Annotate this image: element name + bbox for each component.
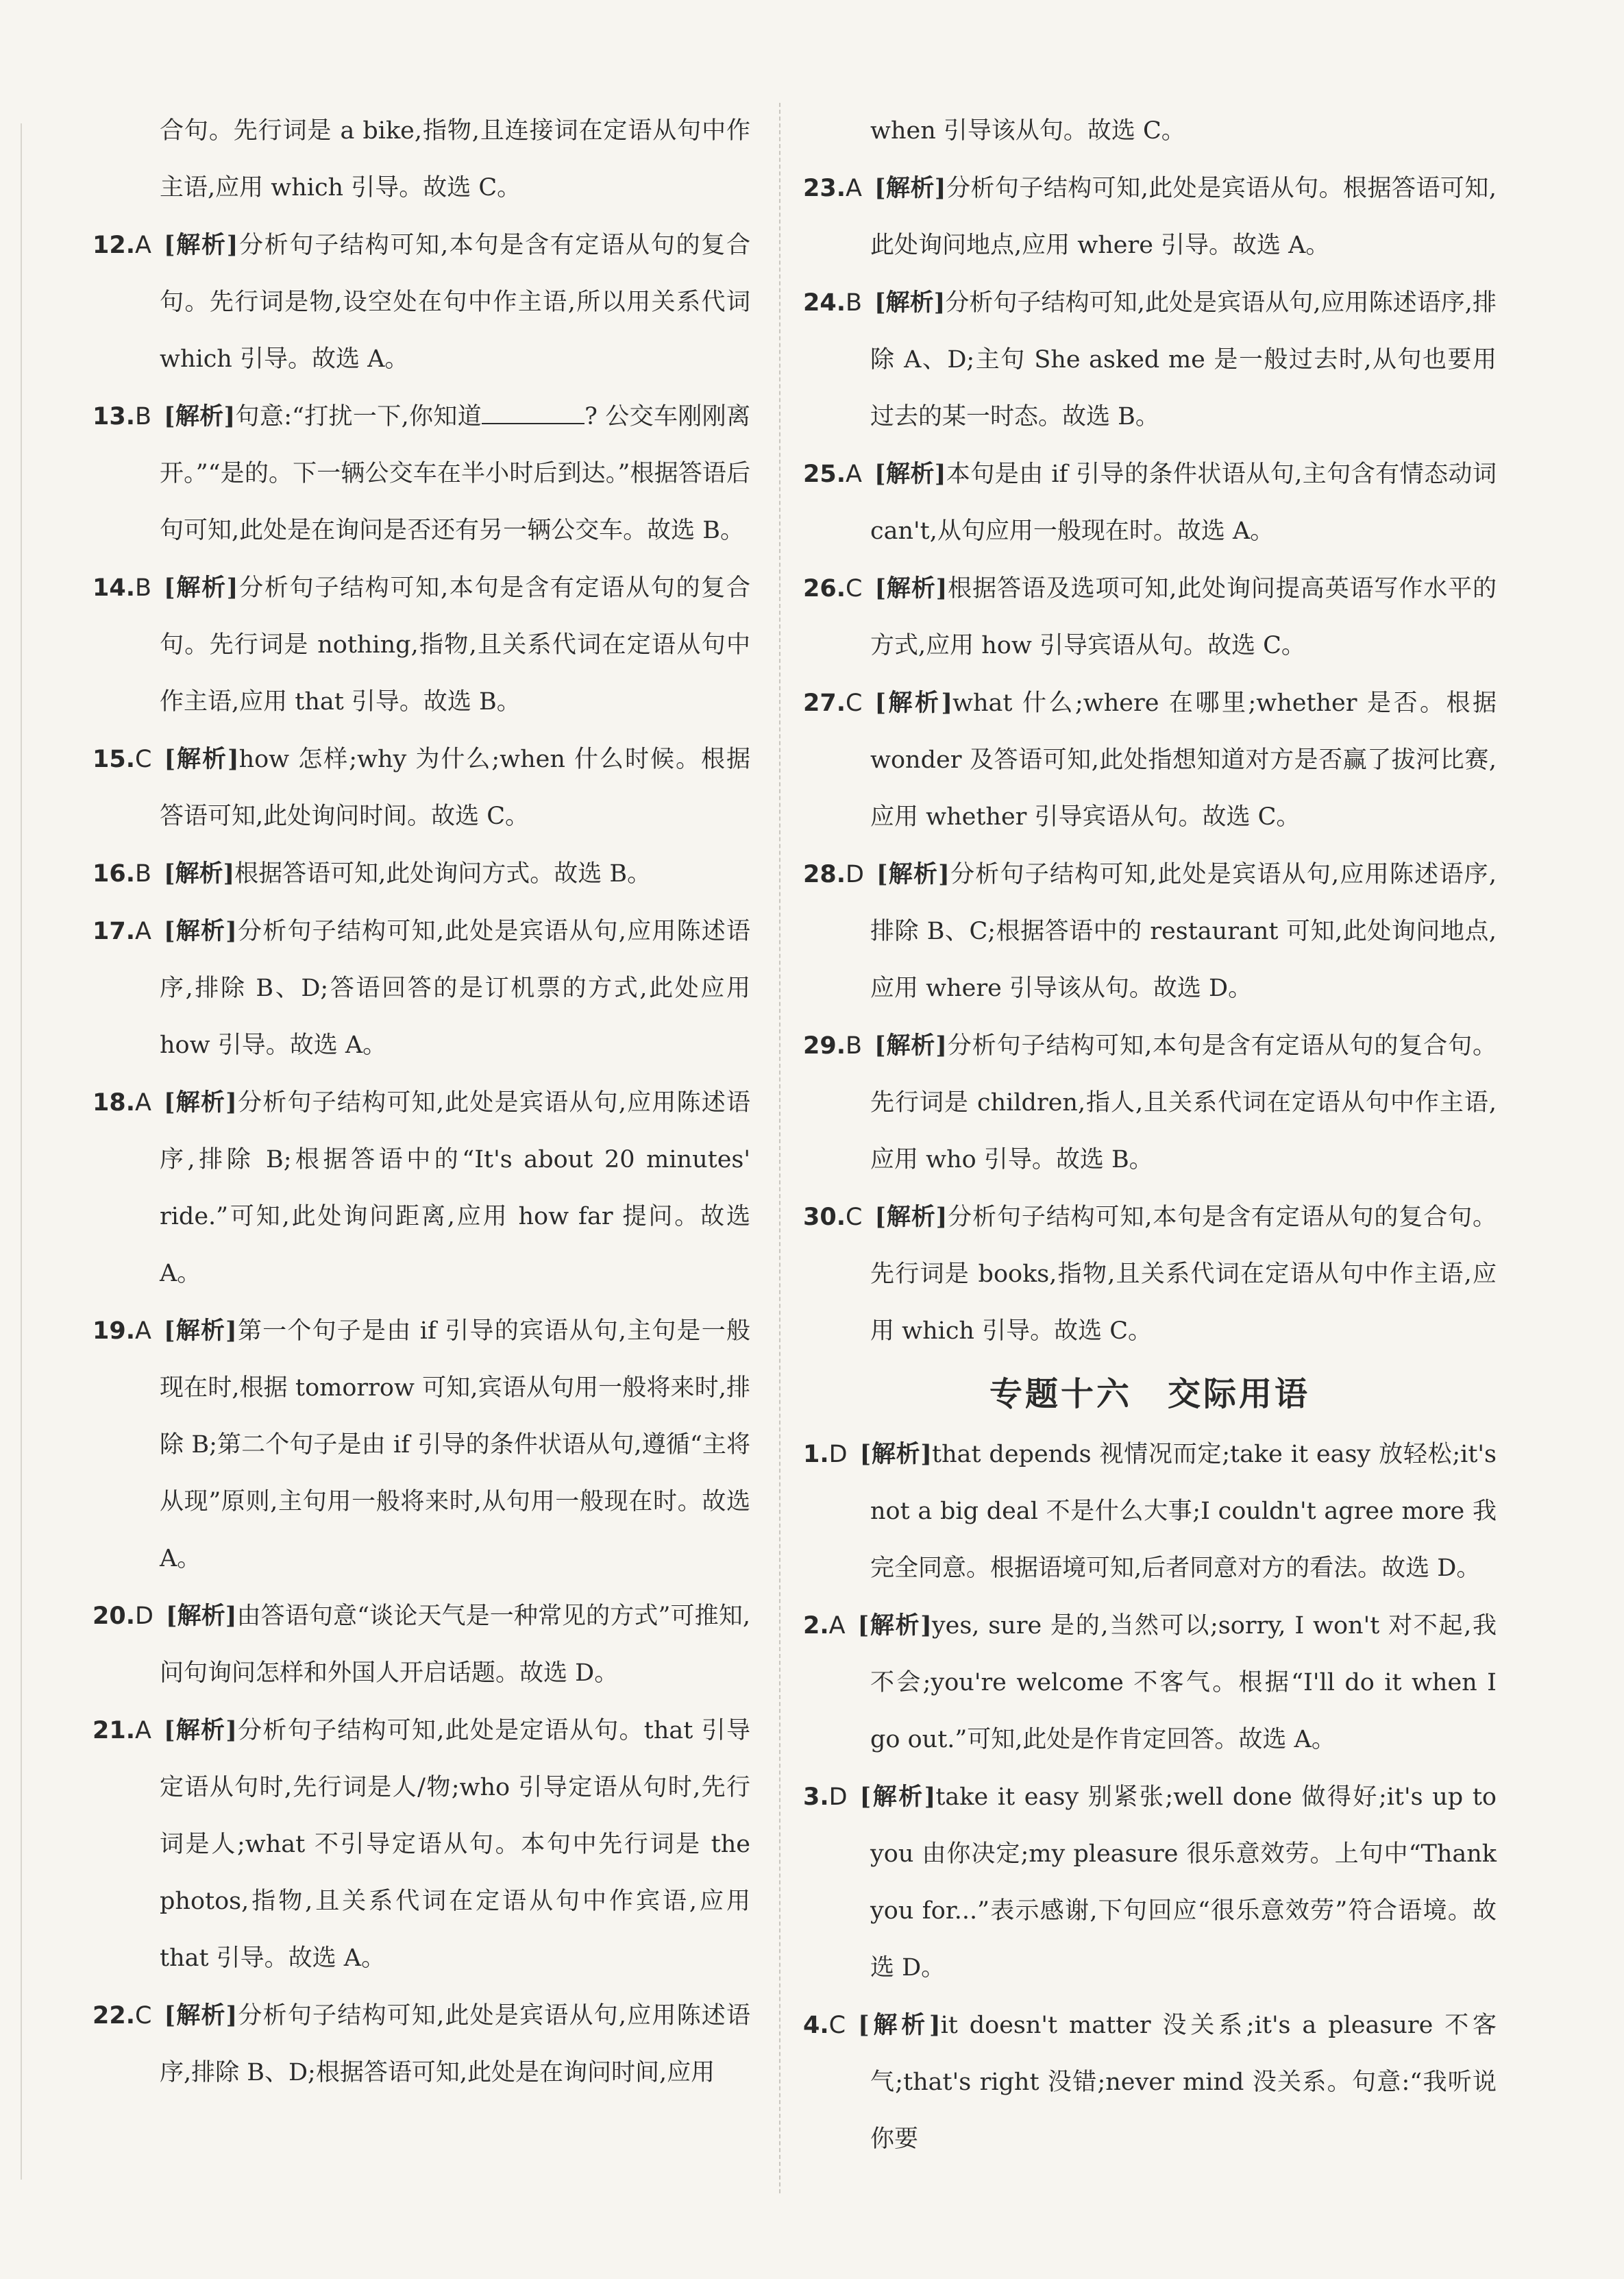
item-text: yes, sure 是的,当然可以;sorry, I won't 对不起,我不会;you're welcome 不客气。根据“I'll do it when I go out.”可知,此处是作肯定回答。故选 A。 xyxy=(870,1612,1497,1753)
analysis-tag: [解析] xyxy=(858,2011,941,2039)
answer-item xyxy=(803,1597,1497,1768)
answer-item xyxy=(93,559,750,731)
item-number: 13. xyxy=(93,403,136,430)
analysis-tag: [解析] xyxy=(874,689,953,717)
item-text: 分析句子结构可知,此处是宾语从句。根据答语可知,此处询问地点,应用 where 引导。故选 A。 xyxy=(870,175,1497,259)
item-answer: C xyxy=(846,575,863,602)
item-text: 分析句子结构可知,此处是宾语从句,应用陈述语序,排除 B、D;答语回答的是订机票的方式,此处应用 how 引导。故选 A。 xyxy=(160,918,750,1059)
analysis-tag: [解析] xyxy=(163,917,237,945)
item-answer: B xyxy=(135,860,152,888)
analysis-tag: [解析] xyxy=(163,1317,237,1345)
answer-item xyxy=(803,274,1497,446)
right-column xyxy=(803,103,1497,2168)
item-number: 24. xyxy=(803,289,846,317)
item-text: 分析句子结构可知,此处是宾语从句,应用陈述语序,排除 A、D;主句 She asked me 是一般过去时,从句也要用过去的某一时态。故选 B。 xyxy=(870,289,1497,430)
analysis-tag: [解析] xyxy=(874,574,948,602)
item-answer: B xyxy=(135,403,152,430)
analysis-tag: [解析] xyxy=(859,1783,936,1811)
answer-item xyxy=(93,1587,750,1702)
item-text: 由答语句意“谈论天气是一种常见的方式”可推知,问句询问怎样和外国人开启话题。故选 D。 xyxy=(160,1602,750,1687)
answer-item xyxy=(93,903,750,1074)
analysis-tag: [解析] xyxy=(874,174,946,202)
section-heading: 专题十六 交际用语 xyxy=(989,1375,1310,1413)
item-answer: C xyxy=(846,690,863,717)
analysis-tag: [解析] xyxy=(164,2001,238,2030)
item-answer: A xyxy=(135,1317,151,1345)
item-text: 句意:“打扰一下,你知道 xyxy=(235,403,482,430)
item-number: 14. xyxy=(93,574,136,602)
item-answer: B xyxy=(846,1032,863,1060)
item-answer: A xyxy=(135,1089,151,1117)
answer-item xyxy=(803,1017,1497,1189)
item-text: 分析句子结构可知,本句是含有定语从句的复合句。先行词是 children,指人,且关系代词在定语从句中作主语,应用 who 引导。故选 B。 xyxy=(870,1032,1497,1173)
answer-item xyxy=(93,217,750,388)
item-number: 22. xyxy=(93,2002,136,2030)
item-number: 12. xyxy=(93,232,136,259)
answer-item xyxy=(93,1302,750,1587)
item-number: 27. xyxy=(803,690,846,717)
answer-item xyxy=(803,1997,1497,2168)
item-text: 分析句子结构可知,本句是含有定语从句的复合句。先行词是 nothing,指物,且关系代词在定语从句中作主语,应用 that 引导。故选 B。 xyxy=(160,574,750,716)
analysis-tag: [解析] xyxy=(164,574,238,602)
item-number: 15. xyxy=(93,746,136,773)
item-number: 2. xyxy=(803,1612,829,1640)
answer-item xyxy=(803,1426,1497,1597)
column-divider xyxy=(779,103,780,2193)
item-answer: A xyxy=(846,175,862,202)
analysis-tag: [解析] xyxy=(164,860,235,888)
analysis-tag: [解析] xyxy=(163,1088,237,1117)
item-answer: A xyxy=(135,918,151,945)
fill-blank xyxy=(482,402,585,424)
answer-item xyxy=(803,1189,1497,1360)
item-number: 17. xyxy=(93,918,136,945)
item-number: 26. xyxy=(803,575,846,602)
item-number: 29. xyxy=(803,1032,846,1060)
item-answer: A xyxy=(828,1612,846,1640)
item-number: 21. xyxy=(93,1717,136,1744)
item-text: 分析句子结构可知,此处是宾语从句,应用陈述语序,排除 B、D;根据答语可知,此处是在询问时间,应用 xyxy=(160,2002,750,2086)
item-text: take it easy 别紧张;well done 做得好;it's up to you 由你决定;my pleasure 很乐意效劳。上句中“Thank you for...”表示感谢,下句回应“很乐意效劳”符合语境。故选 D。 xyxy=(870,1783,1497,1982)
item-text: 根据答语及选项可知,此处询问提高英语写作水平的方式,应用 how 引导宾语从句。故选 C。 xyxy=(870,575,1497,659)
item-text: 分析句子结构可知,此处是定语从句。that 引导定语从句时,先行词是人/物;who 引导定语从句时,先行词是人;what 不引导定语从句。本句中先行词是 the photos,指物,且关系代词在定语从句中作宾语,应用 that 引导。故选 A。 xyxy=(160,1717,750,1972)
page-margin-line xyxy=(21,123,22,2180)
item-answer: D xyxy=(135,1602,153,1630)
item-text: it doesn't matter 没关系;it's a pleasure 不客气;that's right 没错;never mind 没关系。句意:“我听说你要 xyxy=(870,2012,1497,2153)
item-answer: C xyxy=(135,746,152,773)
analysis-tag: [解析] xyxy=(163,231,238,259)
item-number: 30. xyxy=(803,1204,846,1231)
item-number: 18. xyxy=(93,1089,136,1117)
analysis-tag: [解析] xyxy=(164,745,239,773)
answer-item xyxy=(93,1702,750,1987)
item-number: 4. xyxy=(803,2012,829,2039)
item-answer: D xyxy=(828,1783,848,1811)
item-answer: C xyxy=(828,2012,846,2039)
continued-text: when 引导该从句。故选 C。 xyxy=(870,117,1185,145)
item-text: ? 公交车刚刚离开。”“是的。下一辆公交车在半小时后到达。”根据答语后句可知,此处是在询问是否还有另一辆公交车。故选 B。 xyxy=(160,403,750,544)
item-answer: D xyxy=(828,1441,848,1468)
item-text: 分析句子结构可知,本句是含有定语从句的复合句。先行词是 books,指物,且关系代词在定语从句中作主语,应用 which 引导。故选 C。 xyxy=(870,1204,1497,1345)
item-number: 1. xyxy=(803,1441,829,1468)
analysis-tag: [解析] xyxy=(165,1602,237,1630)
item-number: 3. xyxy=(803,1783,829,1811)
answer-item xyxy=(93,731,750,845)
item-number: 16. xyxy=(93,860,136,888)
item-number: 19. xyxy=(93,1317,136,1345)
item-number: 20. xyxy=(93,1602,136,1630)
item-answer: A xyxy=(135,232,151,259)
analysis-tag: [解析] xyxy=(163,1716,237,1744)
item-answer: C xyxy=(846,1204,863,1231)
item-answer: B xyxy=(135,574,152,602)
analysis-tag: [解析] xyxy=(164,402,236,430)
answer-item xyxy=(93,388,750,559)
analysis-tag: [解析] xyxy=(859,1440,932,1468)
item-answer: D xyxy=(846,861,864,888)
analysis-tag: [解析] xyxy=(857,1611,932,1640)
answer-item xyxy=(93,1074,750,1302)
analysis-tag: [解析] xyxy=(874,289,946,317)
item-text: 分析句子结构可知,本句是含有定语从句的复合句。先行词是物,设空处在句中作主语,所以用关系代词 which 引导。故选 A。 xyxy=(160,232,750,373)
analysis-tag: [解析] xyxy=(874,1203,948,1231)
answer-item xyxy=(803,1768,1497,1997)
item-number: 28. xyxy=(803,861,846,888)
item-text: what 什么;where 在哪里;whether 是否。根据 wonder 及答语可知,此处指想知道对方是否赢了拔河比赛,应用 whether 引导宾语从句。故选 C。 xyxy=(870,690,1497,831)
item-answer: A xyxy=(135,1717,151,1744)
item-number: 25. xyxy=(803,461,846,488)
continued-text: 合句。先行词是 a bike,指物,且连接词在定语从句中作主语,应用 which 引导。故选 C。 xyxy=(160,117,750,202)
item-answer: B xyxy=(846,289,863,317)
left-column xyxy=(93,103,750,2101)
item-number: 23. xyxy=(803,175,846,202)
answer-item xyxy=(93,1987,750,2101)
item-answer: A xyxy=(846,461,862,488)
answer-item xyxy=(803,674,1497,846)
item-answer: C xyxy=(135,2002,152,2030)
item-text: 本句是由 if 引导的条件状语从句,主句含有情态动词 can't,从句应用一般现在时。故选 A。 xyxy=(870,461,1497,545)
answer-item xyxy=(803,846,1497,1017)
analysis-tag: [解析] xyxy=(874,460,946,488)
answer-item xyxy=(803,160,1497,274)
item-text: 根据答语可知,此处询问方式。故选 B。 xyxy=(234,860,652,888)
item-text: 第一个句子是由 if 引导的宾语从句,主句是一般现在时,根据 tomorrow 可知,宾语从句用一般将来时,排除 B;第二个句子是由 if 引导的条件状语从句,遵循“主将从现”原则,主句用一般将来时,从句用一般现在时。故选 A。 xyxy=(160,1317,750,1572)
item-text: that depends 视情况而定;take it easy 放轻松;it's not a big deal 不是什么大事;I couldn't agree more 我完全同意。根据语境可知,后者同意对方的看法。故选 D。 xyxy=(870,1441,1497,1582)
analysis-tag: [解析] xyxy=(876,860,950,888)
item-text: 分析句子结构可知,此处是宾语从句,应用陈述语序,排除 B;根据答语中的“It's about 20 minutes' ride.”可知,此处询问距离,应用 how far 提问。故选 A。 xyxy=(160,1089,750,1287)
answer-item xyxy=(803,560,1497,674)
answer-item xyxy=(93,845,750,903)
item-text: how 怎样;why 为什么;when 什么时候。根据答语可知,此处询问时间。故选 C。 xyxy=(160,746,750,830)
analysis-tag: [解析] xyxy=(874,1032,947,1060)
answer-item xyxy=(803,446,1497,560)
item-text: 分析句子结构可知,此处是宾语从句,应用陈述语序,排除 B、C;根据答语中的 restaurant 可知,此处询问地点,应用 where 引导该从句。故选 D。 xyxy=(870,861,1497,1002)
